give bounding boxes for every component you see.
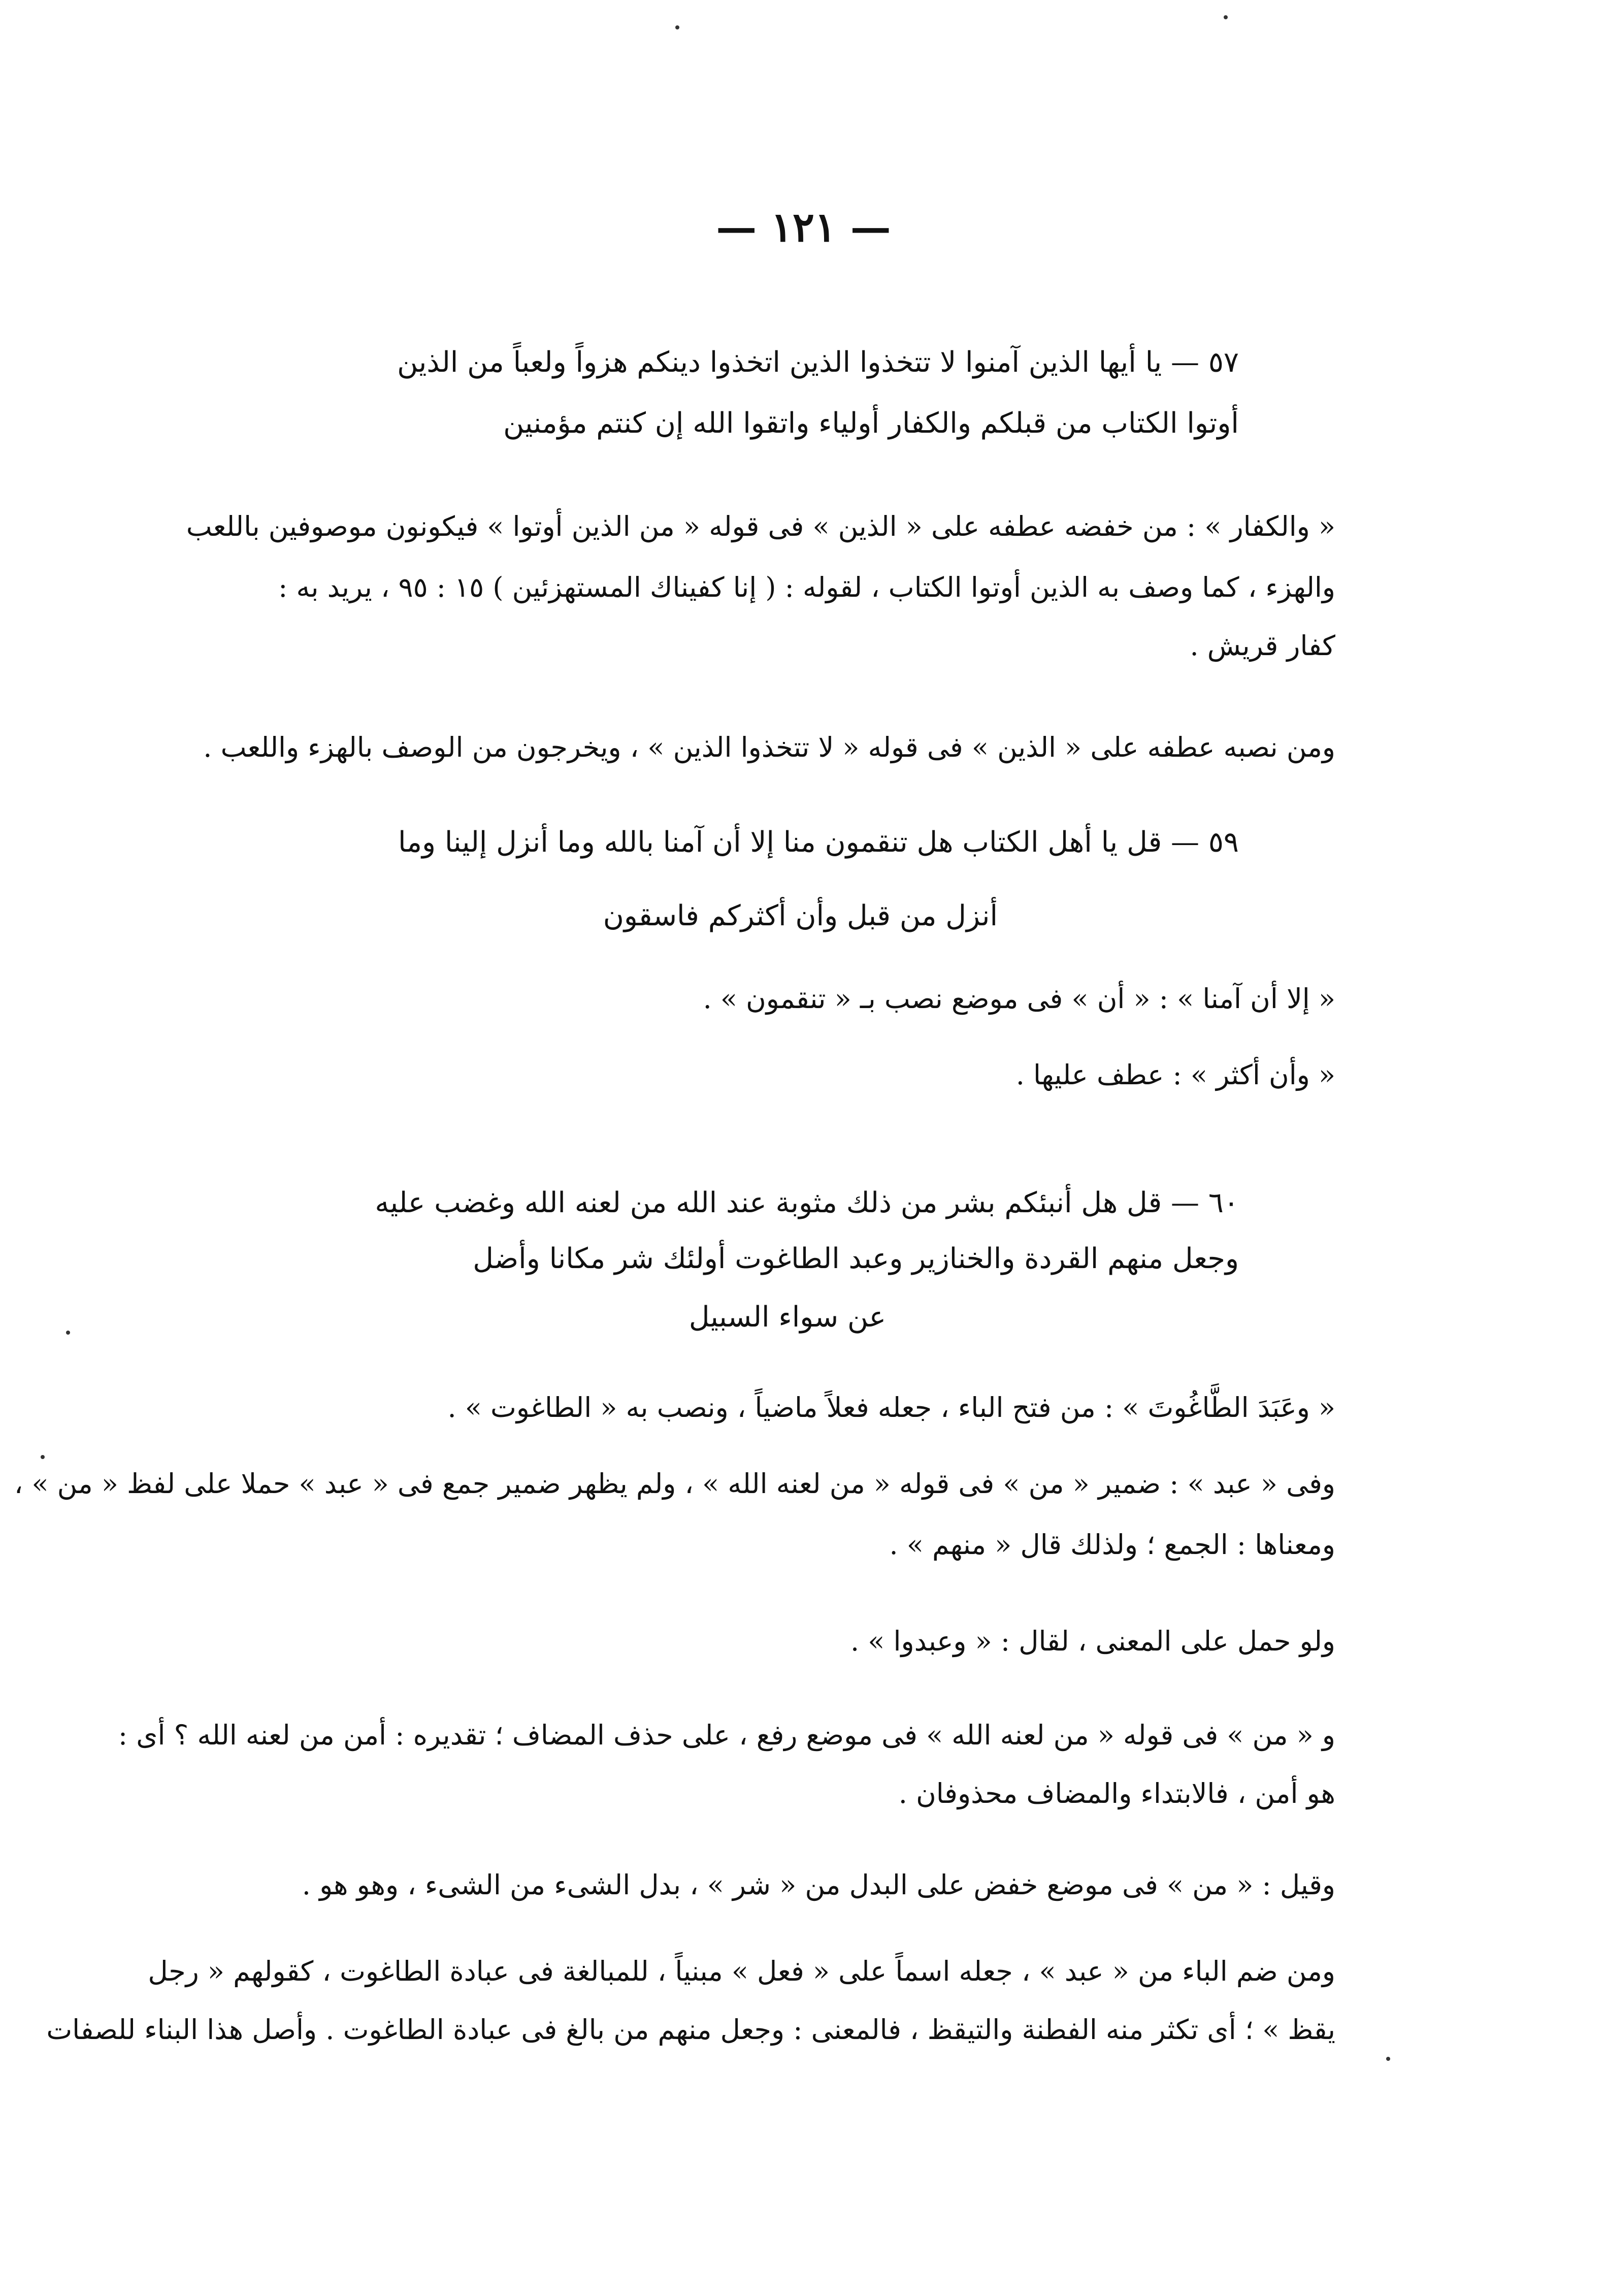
page-number: — ١٢١ —: [716, 203, 891, 251]
scan-speck: [1224, 15, 1228, 19]
commentary-line: كفار قريش .: [1190, 630, 1335, 662]
commentary-line: « إلا أن آمنا » : « أن » فى موضع نصب بـ « تنقمون » .: [703, 983, 1335, 1015]
verse-60-line-3: عن سواء السبيل: [688, 1301, 886, 1334]
commentary-line: وفى « عبد » : ضمير « من » فى قوله « من لعنه الله » ، ولم يظهر ضمير جمع فى « عبد » حملا على لفظ « من » ،: [14, 1468, 1335, 1500]
scan-speck: [66, 1331, 70, 1335]
verse-60-line-2: وجعل منهم القردة والخنازير وعبد الطاغوت أولئك شر مكانا وأضل: [473, 1242, 1239, 1275]
commentary-line: « وأن أكثر » : عطف عليها .: [1015, 1059, 1335, 1091]
commentary-line: والهزء ، كما وصف به الذين أوتوا الكتاب ، لقوله : ( إنا كفيناك المستهزئين ) ١٥ : ٩٥ ، يريد به :: [278, 571, 1335, 603]
scan-speck: [41, 1455, 45, 1459]
commentary-line: « وعَبَدَ الطَّاغُوتَ » : من فتح الباء ، جعله فعلاً ماضياً ، ونصب به « الطاغوت » .: [447, 1392, 1335, 1424]
commentary-line: ومن نصبه عطفه على « الذين » فى قوله « لا تتخذوا الذين » ، ويخرجون من الوصف بالهزء واللعب .: [203, 731, 1335, 763]
commentary-line: هو أمن ، فالابتداء والمضاف محذوفان .: [898, 1777, 1335, 1809]
scan-speck: [1386, 2057, 1390, 2061]
verse-57-line-2: أوتوا الكتاب من قبلكم والكفار أولياء واتقوا الله إن كنتم مؤمنين: [503, 407, 1239, 440]
verse-60-line-1: ٦٠ — قل هل أنبئكم بشر من ذلك مثوبة عند الله من لعنه الله وغضب عليه: [375, 1186, 1239, 1219]
verse-59-line-1: ٥٩ — قل يا أهل الكتاب هل تنقمون منا إلا أن آمنا بالله وما أنزل إلينا وما: [398, 826, 1239, 859]
commentary-line: ومن ضم الباء من « عبد » ، جعله اسماً على « فعل » مبنياً ، للمبالغة فى عبادة الطاغوت ، كقولهم « رجل: [148, 1955, 1335, 1987]
verse-57-line-1: ٥٧ — يا أيها الذين آمنوا لا تتخذوا الذين اتخذوا دينكم هزواً ولعباً من الذين: [397, 346, 1239, 379]
scan-speck: [675, 25, 679, 29]
commentary-line: « والكفار » : من خفضه عطفه على « الذين » فى قوله « من الذين أوتوا » فيكونون موصوفين باللعب: [186, 510, 1335, 542]
commentary-line: ولو حمل على المعنى ، لقال : « وعبدوا » .: [850, 1625, 1335, 1657]
commentary-line: يقظ » ؛ أى تكثر منه الفطنة والتيقظ ، فالمعنى : وجعل منهم من بالغ فى عبادة الطاغوت . وأصل هذا البناء للصفات: [46, 2014, 1335, 2046]
commentary-line: ومعناها : الجمع ؛ ولذلك قال « منهم » .: [889, 1529, 1335, 1561]
verse-59-line-2: أنزل من قبل وأن أكثركم فاسقون: [603, 899, 998, 932]
commentary-line: وقيل : « من » فى موضع خفض على البدل من « شر » ، بدل الشىء من الشىء ، وهو هو .: [302, 1869, 1335, 1901]
commentary-line: و « من » فى قوله « من لعنه الله » فى موضع رفع ، على حذف المضاف ؛ تقديره : أمن من لعنه الله ؟ أى :: [118, 1719, 1335, 1751]
